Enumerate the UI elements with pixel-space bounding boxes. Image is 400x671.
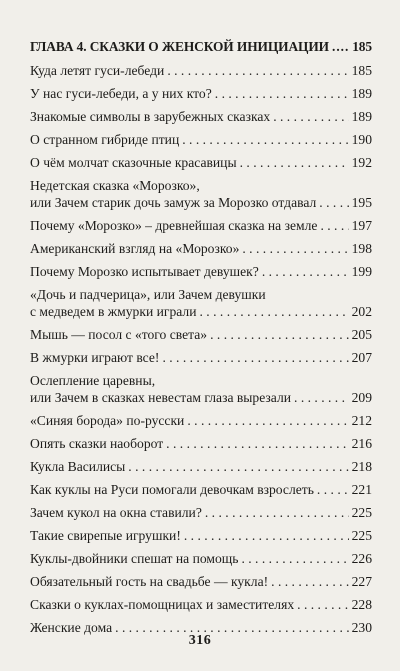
page-folio: 316 — [188, 633, 212, 648]
toc-entry-title-line: Почему Морозко испытывает девушек? — [30, 264, 259, 279]
toc-entry[interactable] — [30, 458, 372, 475]
toc-entry[interactable] — [30, 154, 372, 171]
toc-entry[interactable] — [30, 527, 372, 544]
dot-leader — [200, 303, 349, 320]
dot-leader — [215, 85, 349, 102]
toc-entry-row — [30, 217, 372, 234]
toc-entry[interactable] — [30, 131, 372, 148]
toc-entry-title-line: О странном гибриде птиц — [30, 132, 180, 147]
toc-entry-page-number: 225 — [351, 528, 372, 543]
dot-leader — [205, 504, 349, 521]
dot-leader — [332, 38, 349, 55]
dot-leader — [297, 596, 348, 613]
toc-entry-title-line: или Зачем старик дочь замуж за Морозко отдавал — [30, 195, 317, 210]
toc-entry-page-number: 199 — [351, 264, 372, 279]
dot-leader — [167, 62, 348, 79]
toc-entry-title-line: или Зачем в сказках невестам глаза вырезали — [30, 390, 292, 405]
toc-entry-page-number: 216 — [351, 436, 372, 451]
toc-entry-row — [30, 62, 372, 79]
toc-entry-row — [30, 435, 372, 452]
toc-entry-row — [30, 194, 372, 211]
dot-leader — [240, 154, 349, 171]
toc-entry-title-line: «Дочь и падчерица», или Зачем девушки — [30, 287, 266, 302]
toc-entry-page-number: 218 — [351, 459, 372, 474]
toc-entry-page-number: 209 — [351, 390, 372, 405]
table-of-contents — [30, 62, 372, 636]
toc-entry-page-number: 195 — [351, 195, 372, 210]
toc-entry[interactable] — [30, 62, 372, 79]
toc-entry-row — [30, 596, 372, 613]
chapter-title: ГЛАВА 4. СКАЗКИ О ЖЕНСКОЙ ИНИЦИАЦИИ — [30, 39, 329, 54]
toc-entry-row — [30, 240, 372, 257]
dot-leader — [294, 389, 349, 406]
toc-entry-row — [30, 263, 372, 280]
toc-entry-row — [30, 108, 372, 125]
toc-entry-page-number: 202 — [351, 304, 372, 319]
toc-entry-row — [30, 303, 372, 320]
chapter-heading — [30, 38, 372, 55]
dot-leader — [319, 194, 348, 211]
dot-leader — [187, 412, 348, 429]
toc-entry[interactable] — [30, 435, 372, 452]
toc-entry[interactable] — [30, 85, 372, 102]
toc-entry-row — [30, 154, 372, 171]
toc-entry[interactable] — [30, 108, 372, 125]
toc-entry-row — [30, 326, 372, 343]
toc-entry-title-line: Женские дома — [30, 620, 113, 635]
toc-entry[interactable] — [30, 240, 372, 257]
toc-entry-page-number: 212 — [351, 413, 372, 428]
dot-leader — [210, 326, 349, 343]
toc-entry-row — [30, 527, 372, 544]
toc-entry-title-line: У нас гуси-лебеди, а у них кто? — [30, 86, 212, 101]
dot-leader — [317, 481, 349, 498]
toc-entry-title-line: В жмурки играют все! — [30, 350, 160, 365]
dot-leader — [271, 573, 348, 590]
toc-entry-page-number: 189 — [351, 109, 372, 124]
toc-entry-page-number: 189 — [351, 86, 372, 101]
toc-entry-page-number: 226 — [351, 551, 372, 566]
toc-entry[interactable] — [30, 349, 372, 366]
dot-leader — [320, 217, 348, 234]
toc-entry-page-number: 230 — [351, 620, 372, 635]
toc-entry-row — [30, 131, 372, 148]
toc-entry-title-line: Американский взгляд на «Морозко» — [30, 241, 240, 256]
toc-entry-row — [30, 481, 372, 498]
chapter-page-number: 185 — [352, 39, 372, 54]
toc-entry-page-number: 227 — [351, 574, 372, 589]
toc-entry[interactable] — [30, 326, 372, 343]
toc-entry-page-number: 228 — [351, 597, 372, 612]
toc-entry-title-line: Зачем кукол на окна ставили? — [30, 505, 202, 520]
toc-entry-title-line: Кукла Василисы — [30, 459, 126, 474]
dot-leader — [242, 240, 348, 257]
dot-leader — [184, 527, 349, 544]
toc-entry[interactable] — [30, 217, 372, 234]
toc-entry-page-number: 190 — [351, 132, 372, 147]
toc-entry-title-line: Такие свирепые игрушки! — [30, 528, 181, 543]
toc-entry-page-number: 192 — [351, 155, 372, 170]
toc-entry[interactable] — [30, 504, 372, 521]
toc-entry[interactable] — [30, 263, 372, 280]
toc-entry-page-number: 225 — [351, 505, 372, 520]
toc-entry-title-line: О чём молчат сказочные красавицы — [30, 155, 237, 170]
toc-entry[interactable] — [30, 286, 372, 320]
toc-entry-title-line: Почему «Морозко» – древнейшая сказка на земле — [30, 218, 318, 233]
toc-entry-page-number: 205 — [351, 327, 372, 342]
toc-entry-title-line: Куда летят гуси-лебеди — [30, 63, 165, 78]
toc-entry-row — [30, 349, 372, 366]
toc-entry-title-line: Как куклы на Руси помогали девочкам взрослеть — [30, 482, 314, 497]
toc-entry-title-line: Сказки о куклах-помощницах и заместителях — [30, 597, 295, 612]
toc-entry-title-line: Куклы-двойники спешат на помощь — [30, 551, 239, 566]
dot-leader — [128, 458, 348, 475]
toc-entry-title-line: Мышь — посол с «того света» — [30, 327, 208, 342]
toc-entry-title-line: «Синяя борода» по-русски — [30, 413, 185, 428]
toc-entry-title-line: с медведем в жмурки играли — [30, 304, 197, 319]
toc-entry-row — [30, 85, 372, 102]
toc-entry-page-number: 197 — [351, 218, 372, 233]
toc-entry-title-line: Недетская сказка «Морозко», — [30, 178, 200, 193]
dot-leader — [182, 131, 348, 148]
dot-leader — [162, 349, 348, 366]
toc-entry-title-line: Знакомые символы в зарубежных сказках — [30, 109, 271, 124]
toc-entry[interactable] — [30, 481, 372, 498]
toc-entry-title-line: Опять сказки наоборот — [30, 436, 164, 451]
toc-entry-row — [30, 504, 372, 521]
toc-entry-page-number: 198 — [351, 241, 372, 256]
toc-entry-page-number: 207 — [351, 350, 372, 365]
toc-entry-page-number: 185 — [351, 63, 372, 78]
dot-leader — [166, 435, 348, 452]
toc-entry-page-number: 221 — [351, 482, 372, 497]
dot-leader — [241, 550, 348, 567]
toc-entry[interactable] — [30, 596, 372, 613]
toc-entry-row — [30, 458, 372, 475]
toc-entry[interactable] — [30, 177, 372, 211]
toc-entry-row — [30, 389, 372, 406]
toc-entry[interactable] — [30, 573, 372, 590]
toc-entry-row — [30, 573, 372, 590]
toc-entry-row — [30, 412, 372, 429]
toc-entry[interactable] — [30, 550, 372, 567]
dot-leader — [262, 263, 349, 280]
toc-entry-title-line: Обязательный гость на свадьбе — кукла! — [30, 574, 269, 589]
toc-entry[interactable] — [30, 372, 372, 406]
dot-leader — [273, 108, 348, 125]
toc-entry-row — [30, 550, 372, 567]
toc-entry-title-line: Ослепление царевны, — [30, 373, 156, 388]
toc-entry[interactable] — [30, 412, 372, 429]
